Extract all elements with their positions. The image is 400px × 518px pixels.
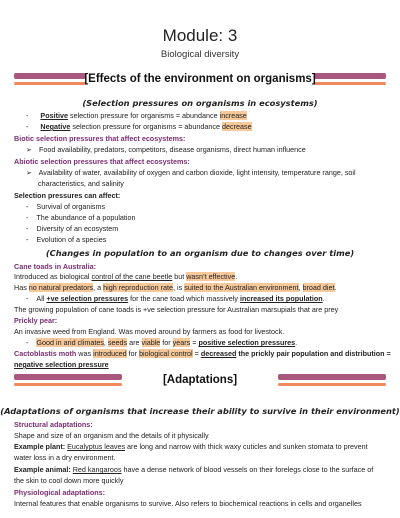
prickly-pear-line-1: An invasive weed from England. Was moved around by farmers as food for livestock. [14,327,285,336]
example-animal-line: Example animal: Red kangaroos have a dense network of blood vessels on their forelegs close to the surface of [14,465,374,474]
arrow-bullet-icon: ➢ [26,145,33,154]
subheading-adaptations: (Adaptations of organisms that increase their ability to survive in their environment) [0,406,400,416]
cane-toads-line-4: The growing population of cane toads is +ve selection pressure for Australian marsupials that are prey [14,305,339,314]
list-item-abiotic: ➢ Availability of water, availability of oxygen and carbon dioxide, light intensity, temperature range, soil [26,168,356,177]
example-plant-line: Example plant: Eucalyptus leaves are long and narrow with thick waxy cuticles and sunken stomata to prevent [14,442,368,451]
physiological-line-1: Internal features that enable organisms to survive. Also refers to biochemical reactions in cells and organelles [14,499,362,508]
subheading-population-changes: (Changes in population to an organism due to changes over time) [45,248,355,258]
dash-bullet: - [26,122,29,131]
abiotic-heading: Abiotic selection pressures that affect ecosystems: [14,157,190,166]
cane-toads-line-2: Has no natural predators, a high reproduction rate, is suited to the Australian environment, broad diet. [14,283,337,292]
prickly-pear-heading: Prickly pear: [14,316,58,325]
section-banner-effects [14,70,386,92]
list-item-positive: - Positive selection pressure for organisms = abundance increase [26,111,247,120]
affect-heading: Selection pressures can affect: [14,191,121,200]
list-item: - Diversity of an ecosystem [26,224,119,233]
list-item: - Survival of organisms [26,202,106,211]
arrow-bullet-icon: ➢ [26,168,33,177]
list-item-negative: - Negative selection pressure for organisms = abundance decrease [26,122,252,131]
cane-toads-line-1: Introduced as biological control of the cane beetle but wasn’t effective. [14,272,238,281]
moth-line-2: negative selection pressure [14,360,109,369]
cane-toads-heading: Cane toads in Australia: [14,262,97,271]
list-item: - Evolution of a species [26,235,107,244]
example-plant-line-2: water loss in a dry environment. [14,453,116,462]
section-heading: [Effects of the environment on organisms] [84,73,316,85]
cane-toads-line-3: - All +ve selection pressures for the cane toad which massively increased its population. [26,294,325,303]
page-title: Module: 3 [162,26,238,45]
structural-line-1: Shape and size of an organism and the details of it physically [14,431,209,440]
structural-heading: Structural adaptations: [14,420,93,429]
prickly-pear-line-2: - Good in arid climates, seeds are viable for years = positive selection pressures. [26,338,298,347]
biotic-heading: Biotic selection pressures that affect ecosystems: [14,134,186,143]
list-item: - The abundance of a population [26,213,136,222]
section-heading: [Adaptations] [162,374,238,386]
page-subtitle: Biological diversity [160,49,240,60]
dash-bullet: - [26,111,29,120]
section-banner-adaptations [14,371,386,393]
example-animal-line-2: the skin to cool down more quickly [14,476,124,485]
physiological-heading: Physiological adaptations: [14,488,106,497]
moth-line-1: Cactoblastis moth was introduced for biological control = decreased the prickly pair population and distribution = [14,349,391,358]
list-item-biotic: ➢ Food availability, predators, competitors, disease organisms, direct human influence [26,145,306,154]
list-item-abiotic-cont: characteristics, and salinity [38,179,124,188]
subheading-selection-pressures: (Selection pressures on organisms in ecosystems) [82,98,318,108]
